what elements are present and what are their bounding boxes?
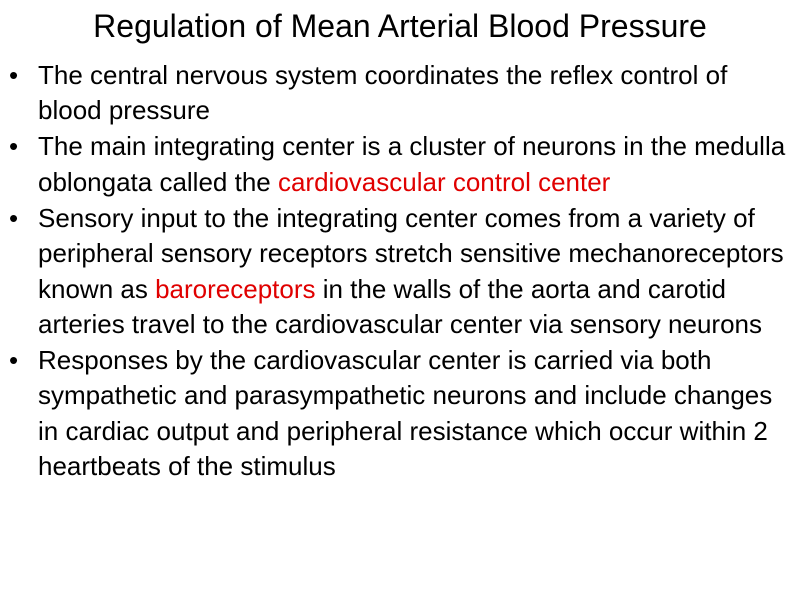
bullet-text: The central nervous system coordinates the reflex control of blood pressure: [38, 60, 728, 126]
bullet-text: The main integrating center is a cluster of neurons in the medulla oblongata called the: [38, 131, 786, 197]
bullet-item: [0, 343, 800, 484]
bullet-dot-icon: •: [9, 202, 19, 233]
highlighted-term: baroreceptors: [155, 273, 316, 304]
bullet-dot-icon: •: [9, 60, 19, 90]
bullet-item: [0, 58, 800, 129]
bullet-dot-icon: •: [9, 345, 19, 376]
highlighted-term: cardiovascular control center: [277, 166, 611, 197]
bullet-list: [0, 58, 800, 485]
bullet-item: [0, 201, 800, 342]
bullet-dot-icon: •: [9, 131, 19, 162]
bullet-item: [0, 129, 800, 200]
bullet-text: Responses by the cardiovascular center is carried via both sympathetic and parasympathetic neurons and include changes in cardiac output and peripheral resistance which occur within 2 heartbeats of the stimulus: [38, 345, 773, 481]
bullet-text: in the walls of the aorta and carotid arteries travel to the cardiovascular center via sensory neurons: [38, 273, 763, 339]
slide-title: Regulation of Mean Arterial Blood Pressure: [93, 8, 707, 44]
bullet-text: Sensory input to the integrating center comes from a variety of peripheral sensory receptors stretch sensitive mechanoreceptors known as: [38, 202, 784, 304]
